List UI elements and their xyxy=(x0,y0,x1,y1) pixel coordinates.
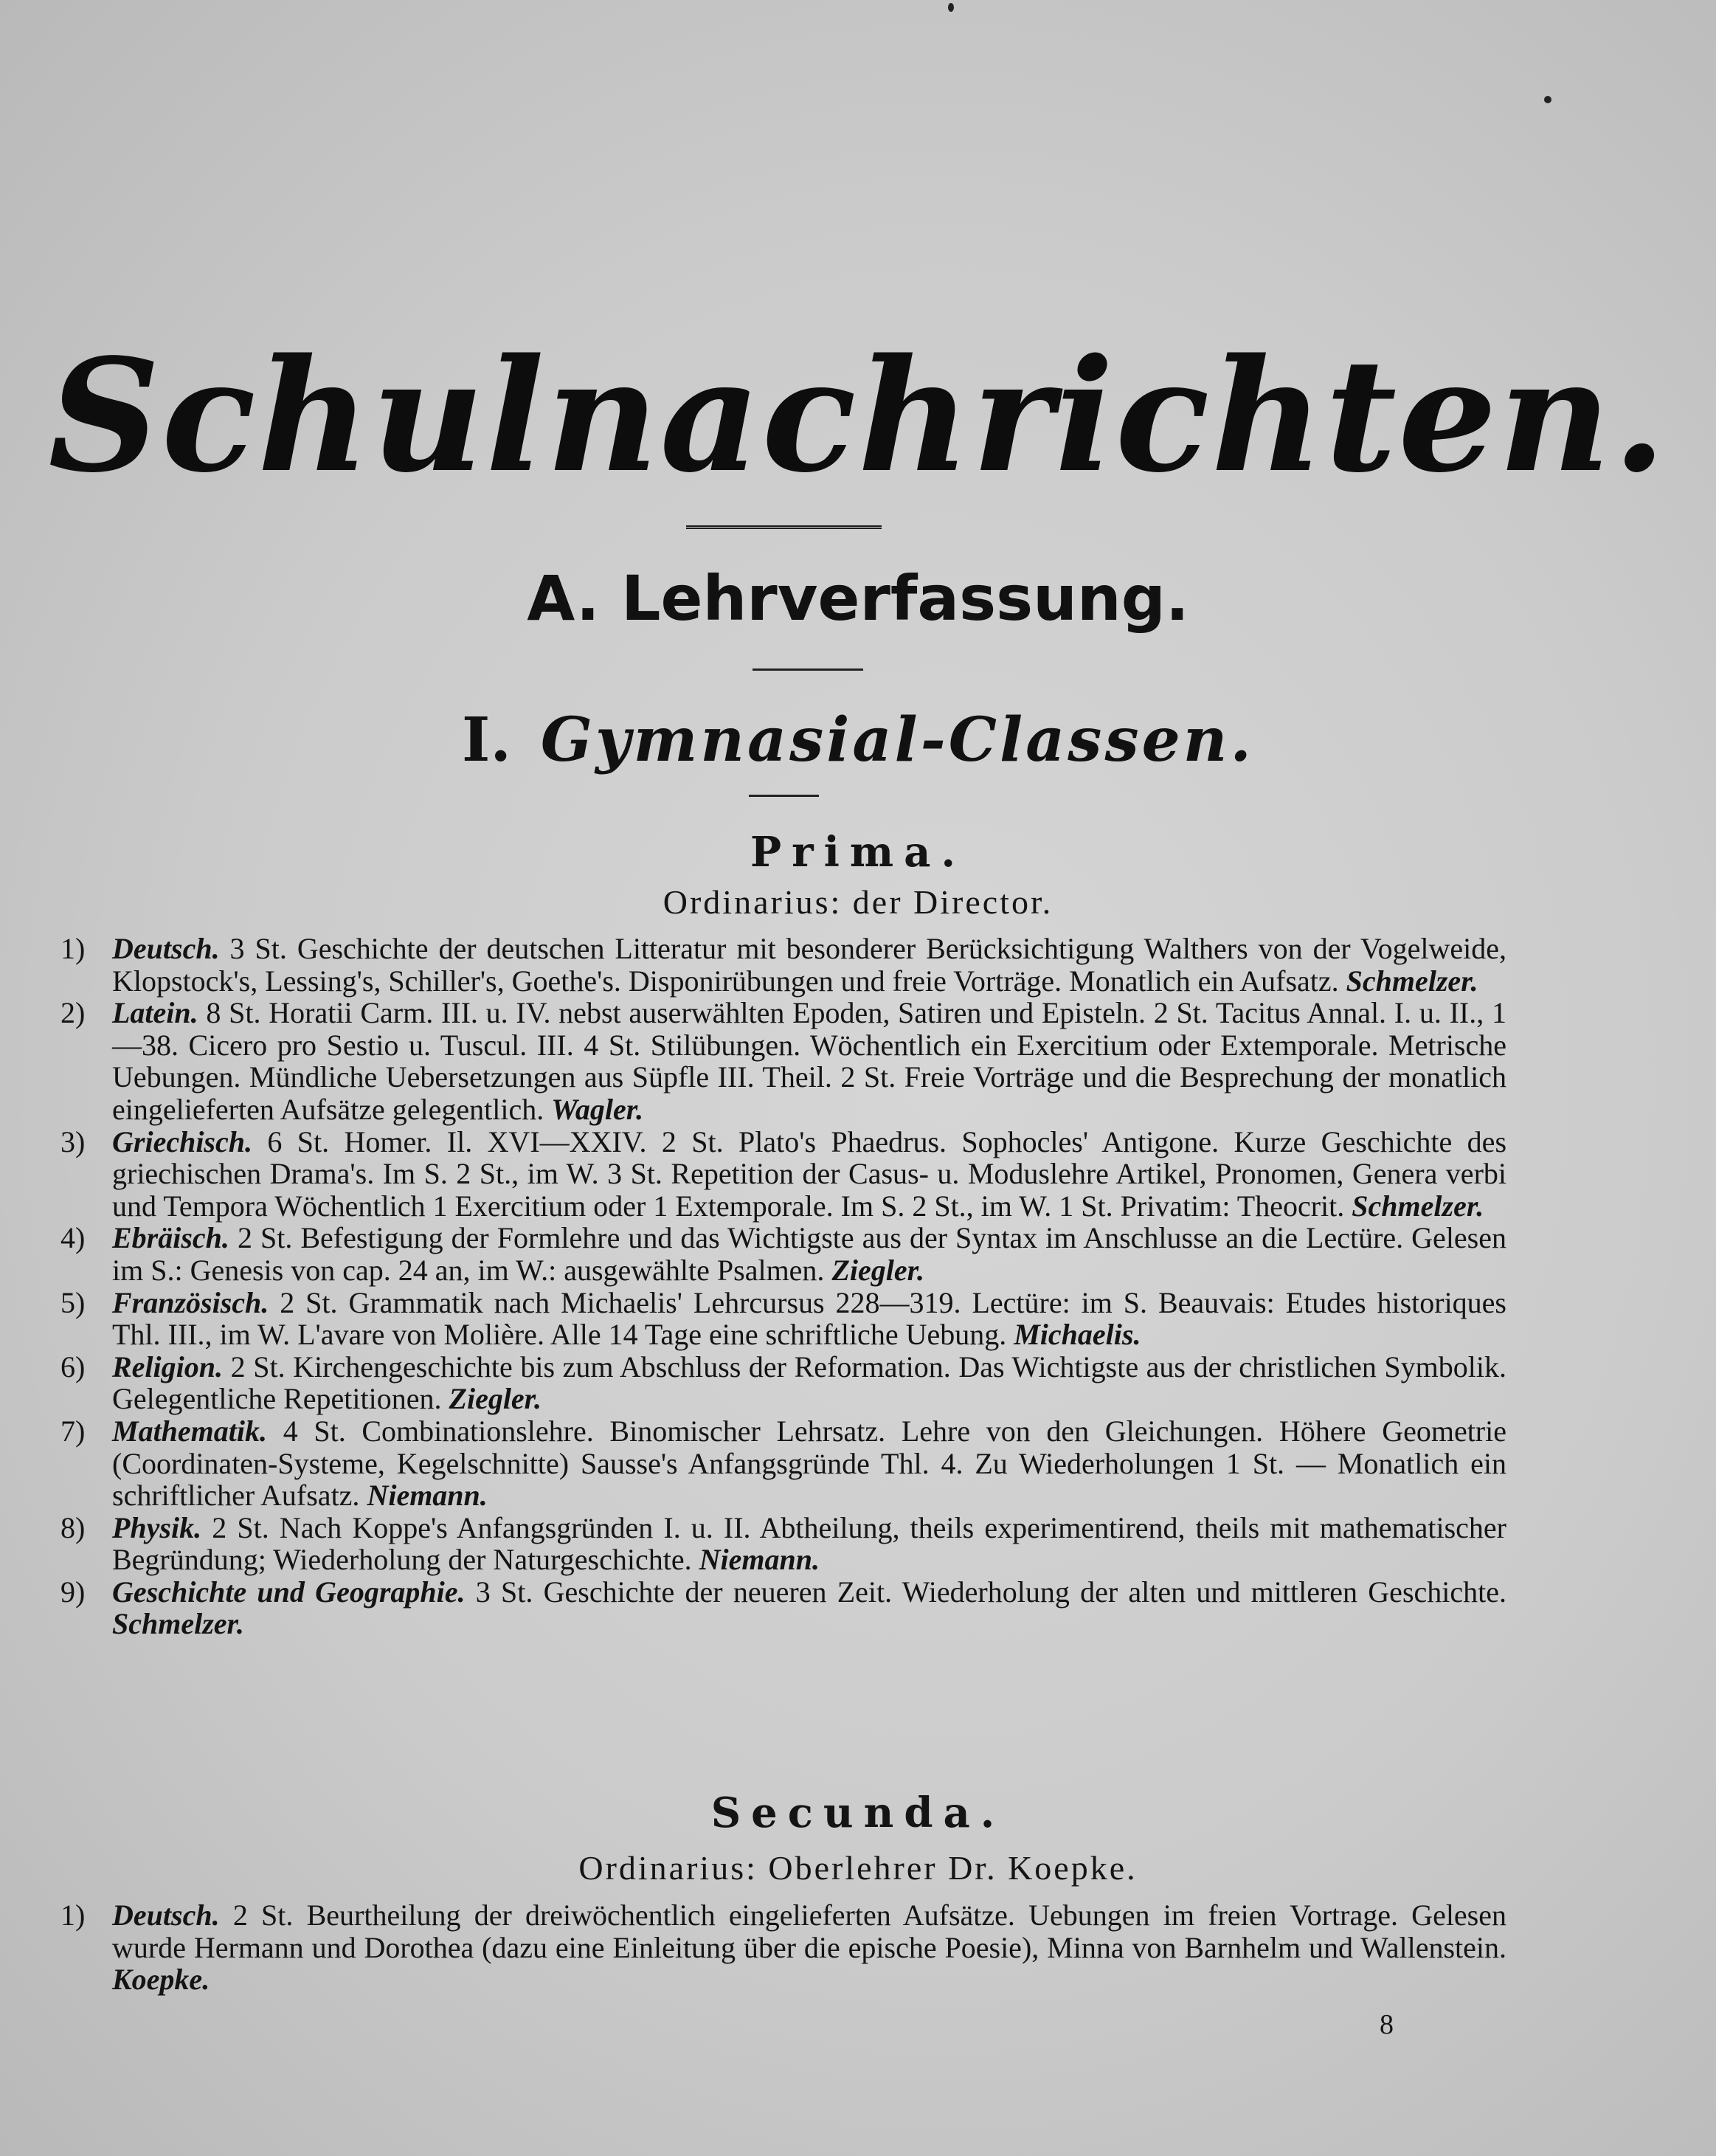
teacher-name: Niemann. xyxy=(699,1543,820,1577)
subject-name: Deutsch. xyxy=(112,1898,220,1932)
list-item xyxy=(60,1415,1506,1512)
item-text: 2 St. Kirchengeschichte bis zum Abschluss der Reformation. Das Wichtigste aus der christlichen Symbolik. Gelegentliche Repetitionen. xyxy=(112,1350,1507,1416)
teacher-name: Schmelzer. xyxy=(1352,1189,1484,1223)
item-text: 3 St. Geschichte der deutschen Litteratur mit besonderer Berücksichtigung Walthers von der Vogelweide, Klopstock's, Lessing's, Schiller's, Goethe's. Disponirübungen und freie Vorträge. Monatlich ein Aufsatz. xyxy=(112,932,1507,998)
item-number: 1) xyxy=(60,1898,86,1932)
item-text: 2 St. Befestigung der Formlehre und das Wichtigste aus der Syntax im Anschlusse an die Lectüre. Gelesen im S.: Genesis von cap. 24 an, im W.: ausgewählte Psalmen. xyxy=(112,1221,1507,1287)
item-number: 4) xyxy=(60,1221,86,1255)
divider xyxy=(753,668,863,671)
item-number: 3) xyxy=(60,1124,86,1158)
subject-name: Geschichte und Geographie. xyxy=(112,1575,466,1609)
ink-speck xyxy=(948,3,954,12)
item-text: 2 St. Beurtheilung der dreiwöchentlich eingelieferten Aufsätze. Uebungen im freien Vortrage. Gelesen wurde Hermann und Dorothea (dazu eine Einleitung über die epische Poesie), Minna von Barnhelm und Wallenstein. xyxy=(112,1898,1507,1964)
subject-name: Griechisch. xyxy=(112,1124,252,1158)
list-item xyxy=(60,1899,1506,1996)
list-item xyxy=(60,997,1506,1125)
ordinarius-secunda: Ordinarius: Oberlehrer Dr. Koepke. xyxy=(578,1849,1138,1887)
teacher-name: Schmelzer. xyxy=(112,1607,244,1641)
list-item xyxy=(60,1287,1506,1351)
item-text: 3 St. Geschichte der neueren Zeit. Wiederholung der alten und mittleren Geschichte. xyxy=(475,1575,1506,1609)
teacher-name: Niemann. xyxy=(367,1479,488,1513)
teacher-name: Ziegler. xyxy=(831,1253,924,1287)
item-text: 6 St. Homer. Il. XVI—XXIV. 2 St. Plato's Phaedrus. Sophocles' Antigone. Kurze Geschichte des griechischen Drama's. Im S. 2 St., im W. 3 St. Repetition der Casus- u. Moduslehre Artikel, Pronomen, Genera verbi und Tempora Wöchentlich 1 Exercitium oder 1 Extemporale. Im S. 2 St., im W. 1 St. Privatim: Theocrit. xyxy=(112,1124,1507,1223)
subject-name: Religion. xyxy=(112,1350,224,1383)
section-heading-lehrverfassung: A. Lehrverfassung. xyxy=(527,562,1189,635)
item-number: 7) xyxy=(60,1414,86,1448)
divider xyxy=(749,795,819,797)
page-title: Schulnachrichten. xyxy=(48,325,1668,507)
item-number: 2) xyxy=(60,996,86,1030)
item-number: 8) xyxy=(60,1510,86,1544)
page-number: 8 xyxy=(1380,2009,1394,2040)
ordinarius-prima: Ordinarius: der Director. xyxy=(662,883,1054,921)
list-item xyxy=(60,1576,1506,1640)
ink-speck xyxy=(1544,96,1551,103)
list-item xyxy=(60,1126,1506,1223)
divider xyxy=(686,525,882,529)
teacher-name: Wagler. xyxy=(551,1092,644,1126)
item-text: 2 St. Nach Koppe's Anfangsgründen I. u. II. Abtheilung, theils experimentirend, theils mit mathematischer Begründung; Wiederholung der Naturgeschichte. xyxy=(112,1510,1507,1577)
teacher-name: Michaelis. xyxy=(1014,1318,1141,1352)
section-heading-gymnasial-classen xyxy=(0,705,1716,775)
item-number: 5) xyxy=(60,1285,86,1319)
item-number: 9) xyxy=(60,1575,86,1609)
class-heading-secunda: Secunda. xyxy=(710,1789,1006,1837)
teacher-name: Ziegler. xyxy=(449,1382,542,1416)
subject-name: Physik. xyxy=(112,1510,202,1544)
prima-subject-list xyxy=(60,933,1506,1640)
list-item xyxy=(60,1222,1506,1286)
item-number: 6) xyxy=(60,1350,86,1383)
list-item xyxy=(60,1351,1506,1415)
subject-name: Ebräisch. xyxy=(112,1221,229,1255)
subject-name: Deutsch. xyxy=(112,932,220,965)
subject-name: Mathematik. xyxy=(112,1414,268,1448)
item-text: 4 St. Combinationslehre. Binomischer Lehrsatz. Lehre von den Gleichungen. Höhere Geometrie (Coordinaten-Systeme, Kegelschnitte) Sausse's Anfangsgründe Thl. 4. Zu Wiederholungen 1 St. — Monatlich ein schriftlicher Aufsatz. xyxy=(112,1414,1506,1513)
secunda-subject-list xyxy=(60,1899,1506,1996)
item-number: 1) xyxy=(60,932,86,965)
list-item xyxy=(60,1512,1506,1576)
list-item xyxy=(60,933,1506,997)
subject-name: Französisch. xyxy=(112,1285,269,1319)
section-title: Gymnasial-Classen. xyxy=(540,705,1254,775)
class-heading-prima: Prima. xyxy=(750,828,966,877)
subject-name: Latein. xyxy=(112,996,198,1030)
teacher-name: Koepke. xyxy=(112,1963,210,1997)
item-text: 8 St. Horatii Carm. III. u. IV. nebst auserwählten Epoden, Satiren und Episteln. 2 St. Tacitus Annal. I. u. II., 1—38. Cicero pro Sestio u. Tuscul. III. 4 St. Stilübungen. Wöchentlich ein Exercitium oder Extemporale. Metrische Uebungen. Mündliche Uebersetzungen aus Süpfle III. Theil. 2 St. Freie Vorträge und die Besprechung der monatlich eingelieferten Aufsätze gelegentlich. xyxy=(112,996,1507,1126)
item-text: 2 St. Grammatik nach Michaelis' Lehrcursus 228—319. Lectüre: im S. Beauvais: Etudes historiques Thl. III., im W. L'avare von Molière. Alle 14 Tage eine schriftliche Uebung. xyxy=(112,1285,1506,1352)
section-number: I. xyxy=(462,705,511,775)
teacher-name: Schmelzer. xyxy=(1346,964,1478,998)
